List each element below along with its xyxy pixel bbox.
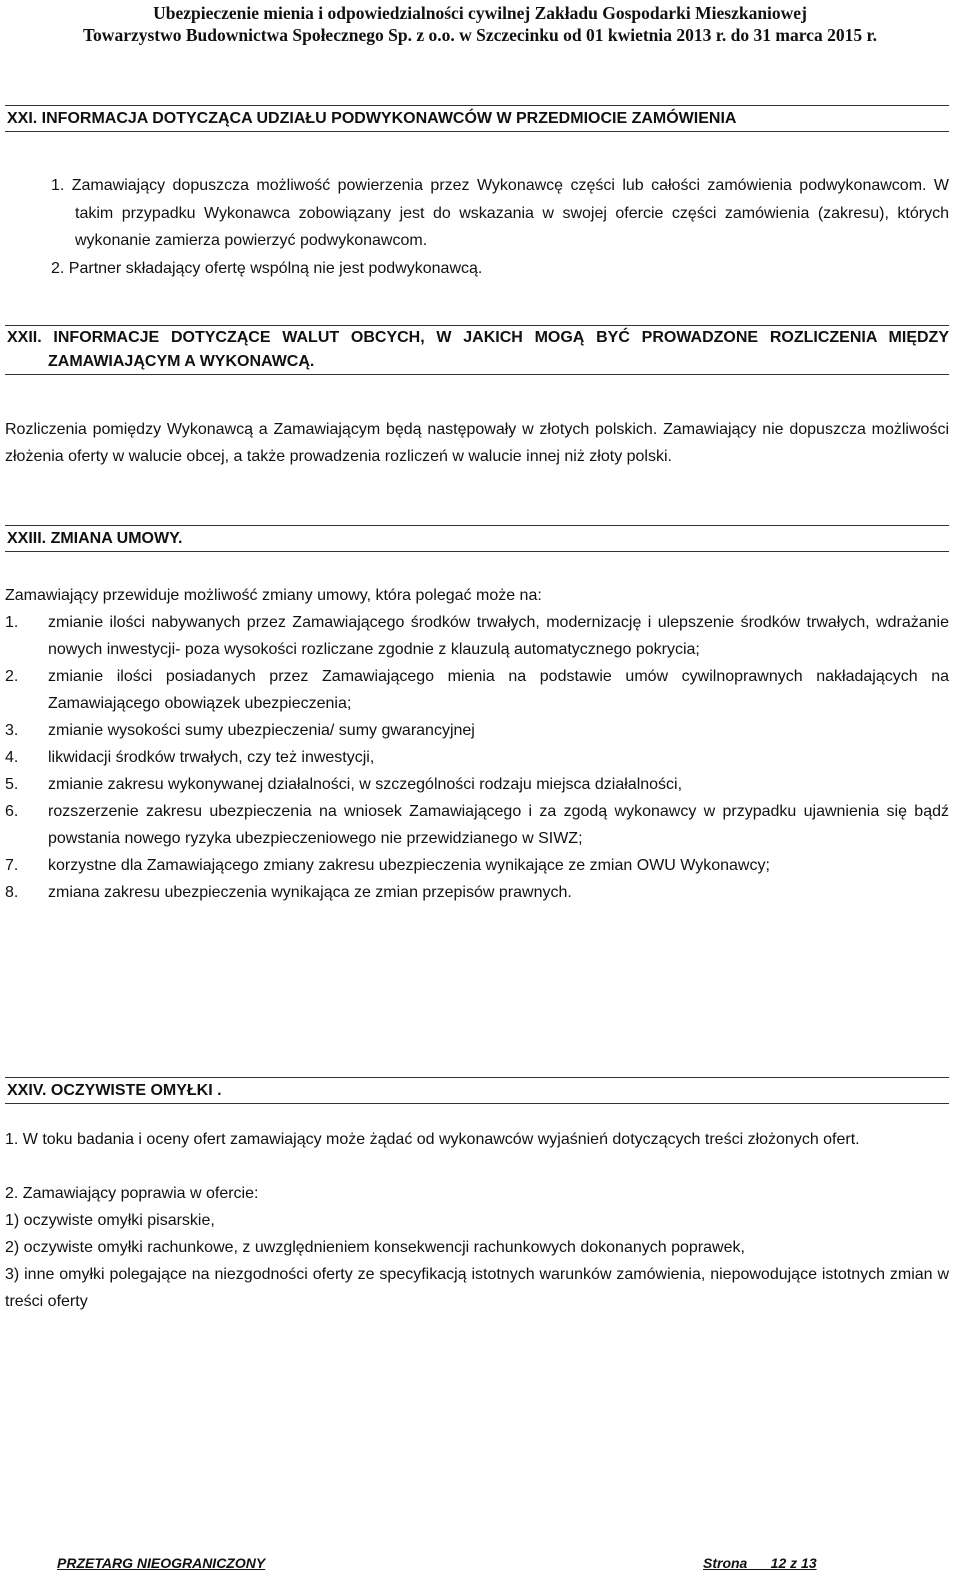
- header-line-2: Towarzystwo Budownictwa Społecznego Sp. z o.o. w Szczecinku od 01 kwietnia 2013 r. do 31 marca 2015 r.: [82, 25, 877, 45]
- section-22-text: Rozliczenia pomiędzy Wykonawcą a Zamawiającym będą następowały w złotych polskich. Zamawiający nie dopuszcza możliwości złożenia oferty w walucie obcej, a także prowadzenia rozliczeń w walucie innej niż złoty polski.: [5, 421, 949, 465]
- section-21-title: XXI. INFORMACJA DOTYCZĄCA UDZIAŁU PODWYKONAWCÓW W PRZEDMIOCIE ZAMÓWIENIA: [5, 105, 949, 132]
- section-21-item-2: 2. Partner składający ofertę wspólną nie jest podwykonawcą.: [51, 259, 483, 277]
- section-24-p1: 1. W toku badania i oceny ofert zamawiający może żądać od wykonawców wyjaśnień dotyczących treści złożonych ofert.: [5, 1131, 860, 1148]
- list-item: 2. zmianie ilości posiadanych przez Zamawiającego mienia na podstawie umów cywilnoprawnych nakładających na Zamawiającego obowiązek ubezpieczenia;: [5, 668, 949, 712]
- list-item: 1. zmianie ilości nabywanych przez Zamawiającego środków trwałych, modernizację i ulepszenie środków trwałych, wdrażanie nowych inwestycji- poza wysokości rozliczane zgodnie z klauzulą automatycznego pokrycia;: [5, 614, 949, 658]
- list-item: 7. korzystne dla Zamawiającego zmiany zakresu ubezpieczenia wynikające ze zmian OWU Wykonawcy;: [5, 857, 770, 874]
- section-24-p3: 1) oczywiste omyłki pisarskie,: [5, 1212, 215, 1229]
- footer-page-number: Strona 12 z 13: [703, 1555, 817, 1571]
- footer-left: PRZETARG NIEOGRANICZONY: [57, 1555, 266, 1571]
- page-header: [0, 2, 960, 46]
- section-21-body: [51, 172, 949, 282]
- section-23-title: XXIII. ZMIANA UMOWY.: [5, 525, 949, 552]
- section-23-intro: Zamawiający przewiduje możliwość zmiany umowy, która polegać może na:: [5, 587, 542, 604]
- section-23-list: [5, 609, 949, 906]
- section-24-p5: 3) inne omyłki polegające na niezgodności oferty ze specyfikacją istotnych warunków zamówienia, niepowodujące istotnych zmian w treści oferty: [5, 1266, 949, 1310]
- section-24-p4: 2) oczywiste omyłki rachunkowe, z uwzględnieniem konsekwencji rachunkowych dokonanych poprawek,: [5, 1239, 745, 1256]
- header-line-1: Ubezpieczenie mienia i odpowiedzialności cywilnej Zakładu Gospodarki Mieszkaniowej: [153, 3, 807, 23]
- list-item: 5. zmianie zakresu wykonywanej działalności, w szczególności rodzaju miejsca działalności,: [5, 776, 683, 793]
- list-item: 3. zmianie wysokości sumy ubezpieczenia/ sumy gwarancyjnej: [5, 722, 475, 739]
- list-item: 8. zmiana zakresu ubezpieczenia wynikająca ze zmian przepisów prawnych.: [5, 884, 572, 901]
- list-item: 4. likwidacji środków trwałych, czy też inwestycji,: [5, 749, 375, 766]
- section-21-item-1: 1. Zamawiający dopuszcza możliwość powierzenia przez Wykonawcę części lub całości zamówienia podwykonawcom. W takim przypadku Wykonawca zobowiązany jest do wskazania w swojej ofercie części zamówienia (zakresu), których wykonanie zamierza powierzyć podwykonawcom.: [51, 177, 949, 249]
- list-item: 6. rozszerzenie zakresu ubezpieczenia na wniosek Zamawiającego i za zgodą wykonawcy w przypadku ujawnienia się bądź powstania nowego ryzyka ubezpieczeniowego nie przewidzianego w SIWZ;: [5, 803, 949, 847]
- section-24-p2: 2. Zamawiający poprawia w ofercie:: [5, 1185, 259, 1202]
- section-22-title-text: XXII. INFORMACJE DOTYCZĄCE WALUT OBCYCH, W JAKICH MOGĄ BYĆ PROWADZONE ROZLICZENIA MIĘDZY ZAMAWIAJĄCYM A WYKONAWCĄ.: [7, 329, 949, 370]
- section-24-title: XXIV. OCZYWISTE OMYŁKI .: [5, 1077, 949, 1104]
- section-22-title: [5, 325, 949, 375]
